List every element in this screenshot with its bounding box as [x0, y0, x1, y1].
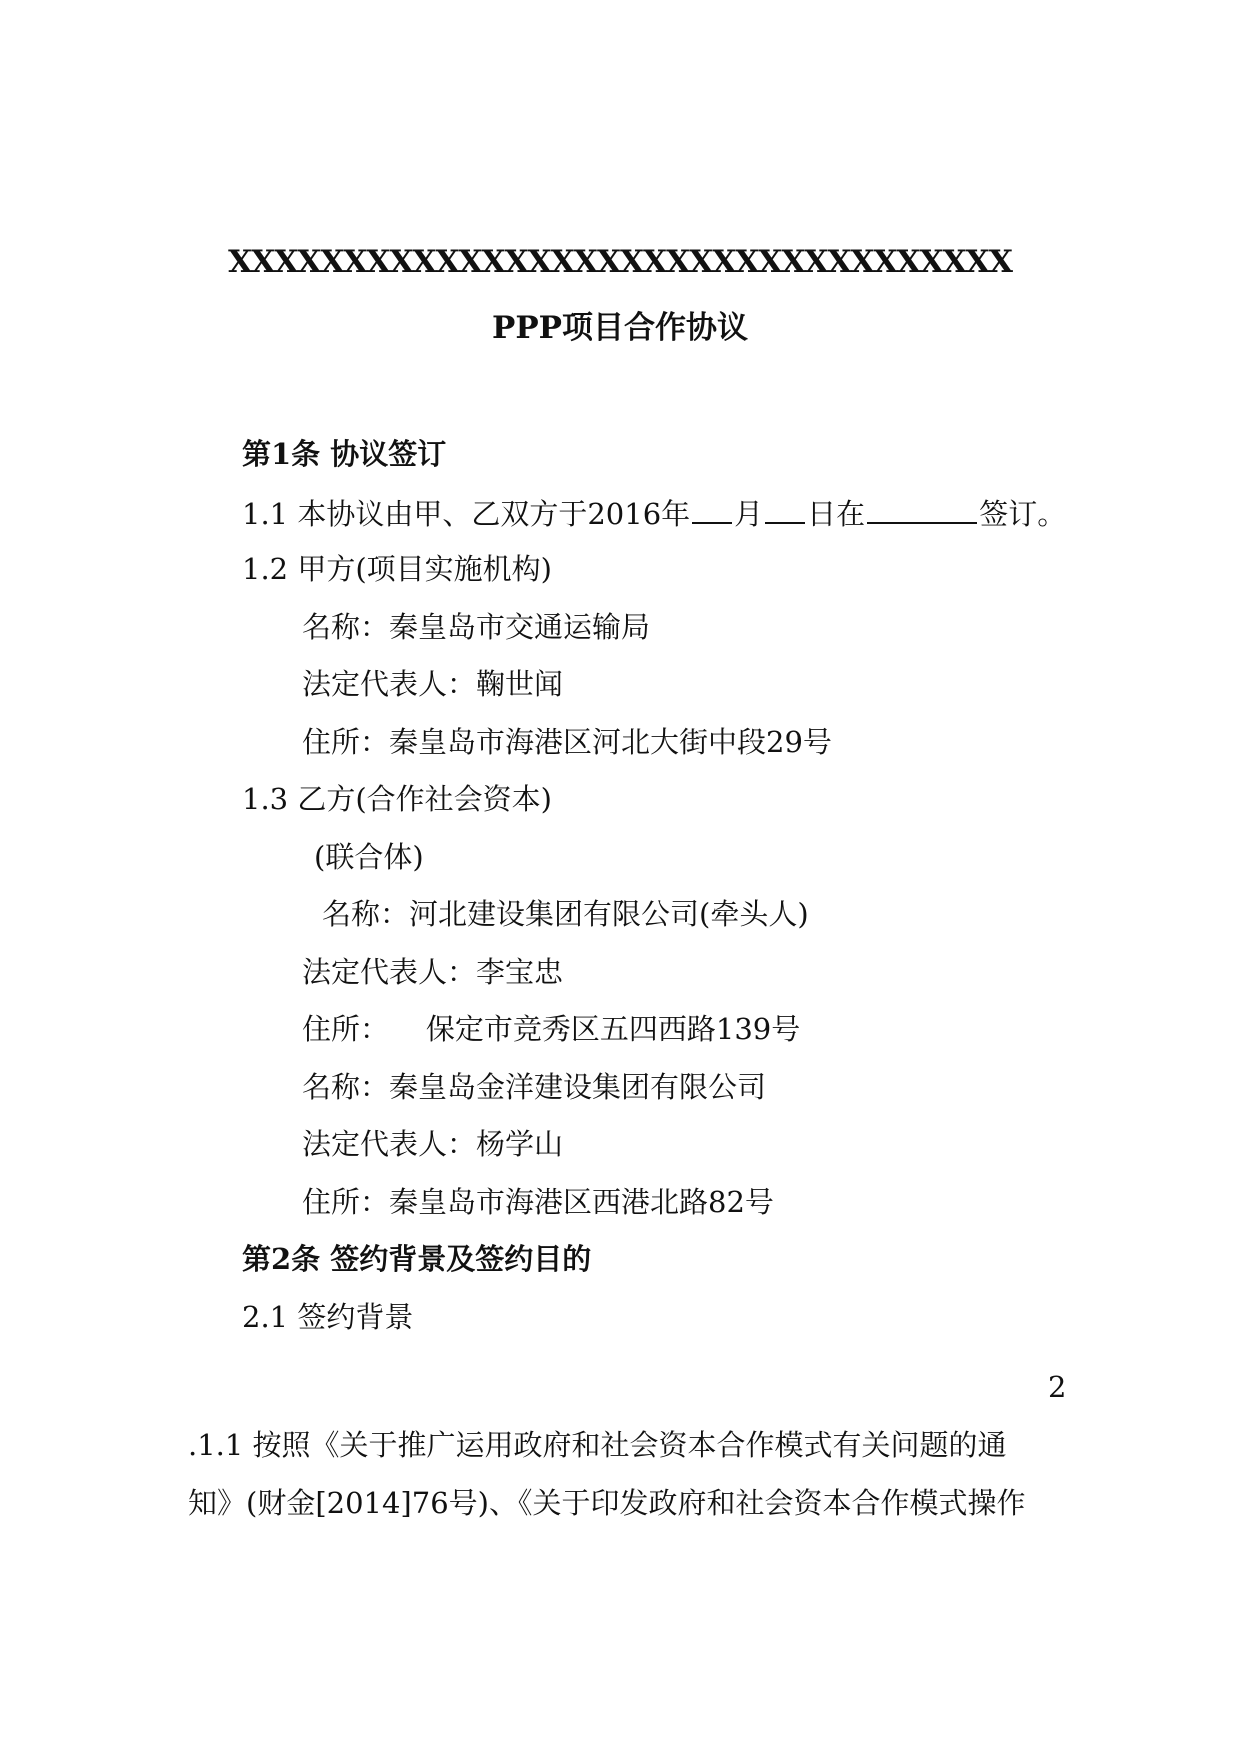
party-b1-address: 住所： 保定市竞秀区五四西路139号: [302, 1012, 801, 1046]
clause-1-1-lead: 1.1 本协议由甲、乙双方于2016年: [242, 497, 691, 531]
party-a-representative: 法定代表人：鞠世闻: [302, 667, 564, 701]
place-blank: [867, 492, 977, 524]
month-blank: [692, 492, 732, 524]
article-2-heading: 第2条 签约背景及签约目的: [242, 1242, 592, 1276]
party-a-name: 名称：秦皇岛市交通运输局: [302, 610, 651, 644]
clause-1-1-day: 日在: [807, 497, 866, 531]
article-1-heading: 第1条 协议签订: [242, 437, 447, 471]
day-blank: [765, 492, 805, 524]
party-a-address: 住所：秦皇岛市海港区河北大街中段29号: [302, 725, 832, 759]
continuation-line-1: .1.1 按照《关于推广运用政府和社会资本合作模式有关问题的通: [188, 1428, 1007, 1462]
clause-1-3: 1.3 乙方(合作社会资本): [242, 782, 552, 816]
clause-1-2: 1.2 甲方(项目实施机构): [242, 552, 552, 586]
clause-1-1: [242, 492, 1066, 534]
clause-2-1: 2.1 签约背景: [242, 1300, 414, 1334]
party-b1-representative: 法定代表人：李宝忠: [302, 955, 564, 989]
document-title: PPP项目合作协议: [492, 310, 748, 346]
title-placeholder: XXXXXXXXXXXXXXXXXXXXXXXXXXXXXXXXXX: [228, 244, 1012, 280]
clause-1-1-end: 签订。: [979, 497, 1067, 531]
continuation-line-2: 知》(财金[2014]76号)、《关于印发政府和社会资本合作模式操作: [188, 1486, 1026, 1520]
party-b2-name: 名称：秦皇岛金洋建设集团有限公司: [302, 1070, 767, 1104]
consortium-label: (联合体): [314, 840, 424, 874]
page-number: 2: [1048, 1370, 1067, 1404]
clause-1-1-month: 月: [734, 497, 764, 531]
party-b2-representative: 法定代表人：杨学山: [302, 1127, 564, 1161]
party-b2-address: 住所：秦皇岛市海港区西港北路82号: [302, 1185, 774, 1219]
party-b1-name: 名称：河北建设集团有限公司(牵头人): [322, 897, 809, 931]
